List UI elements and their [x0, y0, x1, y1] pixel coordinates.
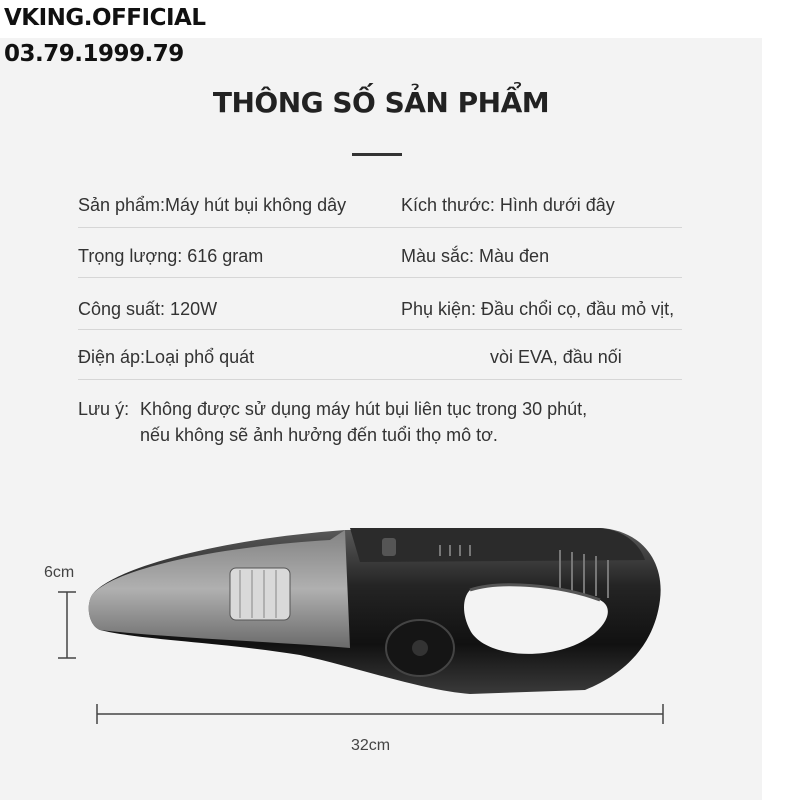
brand-name: VKING.OFFICIAL — [4, 5, 206, 31]
spec-weight: Trọng lượng: 616 gram — [78, 246, 264, 266]
length-label: 32cm — [351, 737, 391, 754]
spec-size: Kích thước: Hình dưới đây — [401, 195, 615, 215]
note-line-1: Không được sử dụng máy hút bụi liên tục trong 30 phút, — [140, 399, 588, 419]
spec-color: Màu sắc: Màu đen — [401, 246, 550, 266]
page-title: THÔNG SỐ SẢN PHẨM — [212, 86, 550, 119]
height-label: 6cm — [44, 564, 75, 581]
note-label: Lưu ý: — [78, 399, 130, 419]
note-line-2: nếu không sẽ ảnh hưởng đến tuổi thọ mô tơ. — [140, 425, 498, 445]
spec-accessories-line2: vòi EVA, đầu nối — [490, 347, 622, 367]
spec-voltage: Điện áp:Loại phổ quát — [78, 347, 255, 367]
spec-accessories-line1: Phụ kiện: Đầu chổi cọ, đầu mỏ vịt, — [401, 299, 675, 319]
spec-power: Công suất: 120W — [78, 299, 218, 319]
brand-phone: 03.79.1999.79 — [4, 41, 184, 67]
spec-product: Sản phẩm:Máy hút bụi không dây — [78, 195, 347, 215]
